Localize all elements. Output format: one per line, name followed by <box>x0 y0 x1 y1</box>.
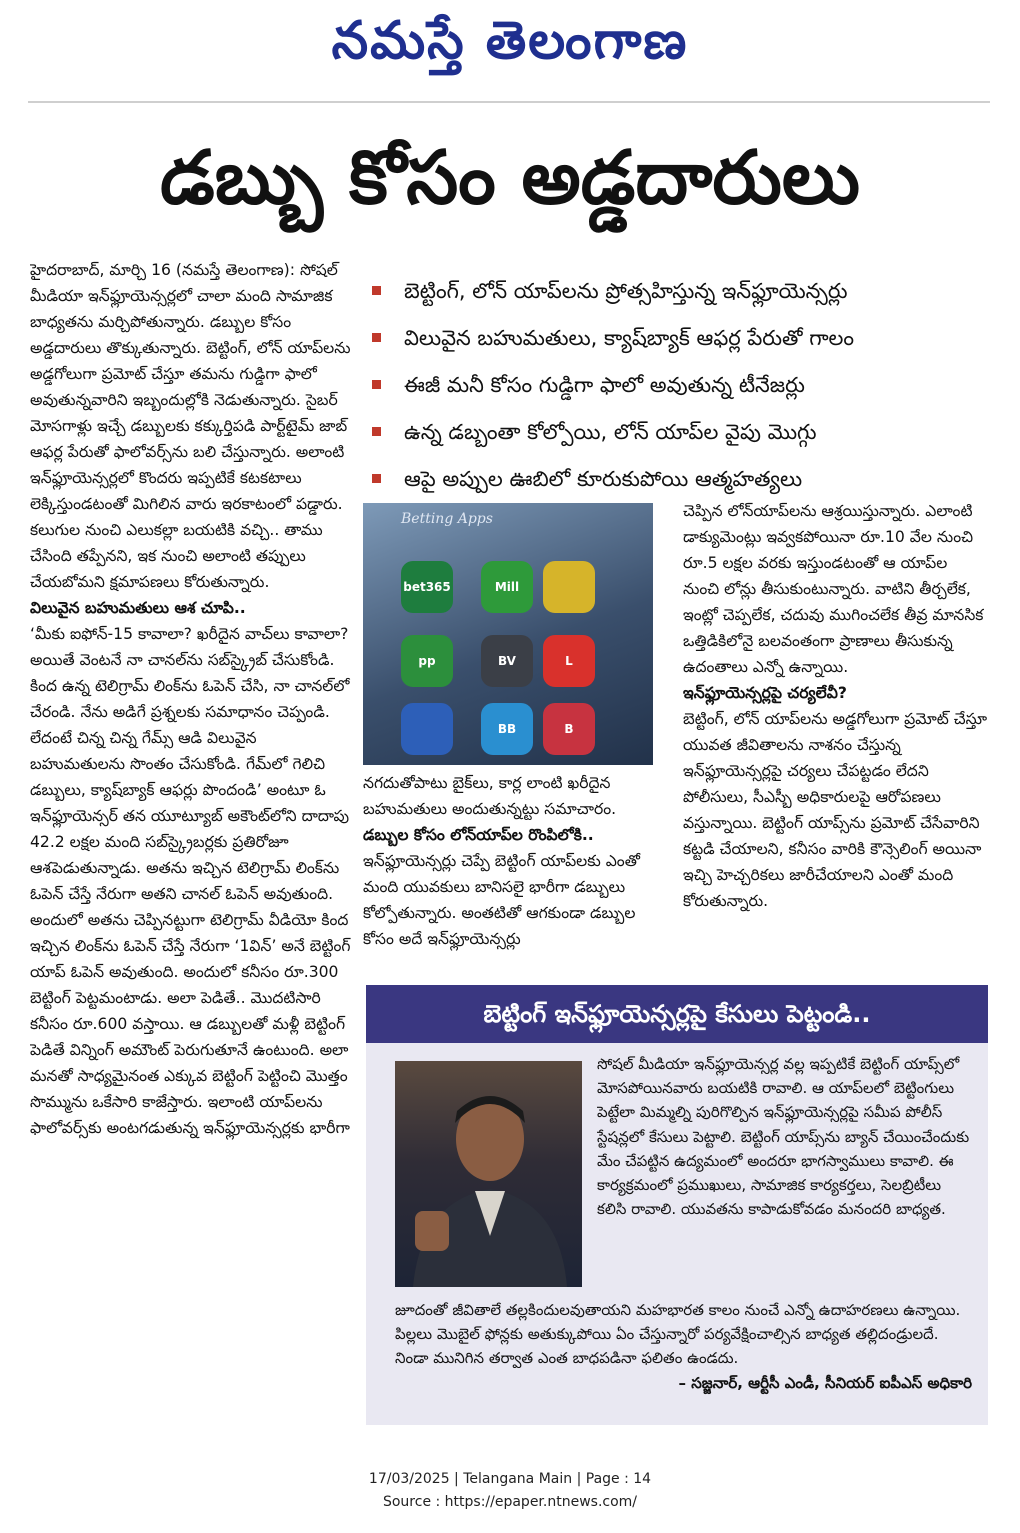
square-bullet-icon <box>372 474 381 483</box>
app-icon: BB <box>481 703 533 755</box>
subheading: విలువైన బహుమతులు ఆశ చూపి.. <box>30 599 246 617</box>
body-paragraph: హైదరాబాద్, మార్చి 16 (నమస్తే తెలంగాణ): సోషల్ మీడియా ఇన్‌ఫ్లూయెన్సర్లలో చాలా మంది సామాజిక బాధ్యతను మర్చిపోతున్నారు. డబ్బుల కోసం అడ్డదారులు తొక్కుతున్నారు. బెట్టింగ్, లోన్ యాప్‌లను అడ్డగోలుగా ప్రమోట్ చేస్తూ తమను గుడ్డిగా ఫాలో అవుతున్నవారిని ఇబ్బందుల్లోకి నెడుతున్నారు. సైబర్ మోసగాళ్లు ఇచ్చే డబ్బులకు కక్కుర్తిపడి పార్ట్‌టైమ్ జాబ్ ఆఫర్ల పేరుతో ఫాలోవర్స్‌ను బలి చేస్తున్నారు. అలాంటి ఇన్‌ఫ్లూయెన్సర్లలో కొందరు ఇప్పటికే కటకటాలు లెక్కిస్తుండటంతో మిగిలిన వారు ఇరకాటంలో పడ్డారు. కలుగుల నుంచి ఎలుకల్లా బయటికి వచ్చి.. తాము చేసింది తప్పేనని, ఇక నుంచి అలాంటి తప్పులు చేయబోమని క్షమాపణలు కోరుతున్నారు. <box>30 261 351 591</box>
quote-paragraph: జూదంతో జీవితాలే తల్లకిందులవుతాయని మహభారత కాలం నుంచే ఎన్నో ఉదాహరణలు ఉన్నాయి. పిల్లలు మొబైల్ ఫోన్లకు అతుక్కుపోయి ఏం చేస్తున్నారో పర్యవేక్షించాల్సిన బాధ్యత తల్లిదండ్రులదే. నిండా మునిగిన తర్వాత ఎంత బాధపడినా ఫలితం ఉండదు. <box>395 1301 961 1368</box>
bullet-item: ఉన్న డబ్బంతా కోల్పోయి, లోన్ యాప్‌ల వైపు మొగ్గు <box>372 409 992 456</box>
square-bullet-icon <box>372 380 381 389</box>
body-paragraph: ‘మీకు ఐఫోన్-15 కావాలా? ఖరీదైన వాచ్‌లు కావాలా? అయితే వెంటనే నా చానల్‌ను సబ్‌స్క్రైబ్ చేసుకోండి. కింద ఉన్న టెలిగ్రామ్ లింక్‌ను ఓపెన్ చేసి, నా చానల్‌లో చేరండి. నేను అడిగే ప్రశ్నలకు సమాధానం చెప్పండి. లేదంటే చిన్న చిన్న గేమ్స్ ఆడి విలువైన బహుమతులను సొంతం చేసుకోండి. గేమ్‌లో గెలిచి డబ్బులు, క్యాష్‌బ్యాక్ ఆఫర్లు పొందండి’ అంటూ ఓ ఇన్‌ఫ్లూయెన్సర్ తన యూట్యూబ్ అకౌంట్‌లోని దాదాపు 42.2 లక్షల మంది సబ్‌స్క్రైబర్లకు ప్రతిరోజూ ఆశపెడుతున్నాడు. అతను ఇచ్చిన టెలిగ్రామ్ లింక్‌ను ఓపెన్ చేస్తే నేరుగా అతని చానల్ ఓపెన్ అవుతుంది. అందులో అతను చెప్పినట్టుగా టెలిగ్రామ్ వీడియో కింద ఇచ్చిన లింక్‌ను ఓపెన్ చేస్తే నేరుగా ‘1విన్’ అనే బెట్టింగ్ యాప్ ఓపెన్ అవుతుంది. అందులో కనీసం రూ.300 బెట్టింగ్ పెట్టమంటాడు. అలా పెడితే.. మొదటిసారి కనీసం రూ.600 వస్తాయి. ఆ డబ్బులతో మళ్లీ బెట్టింగ్ పెడితే విన్నింగ్ అమౌంట్ పెరుగుతూనే ఉంటుంది. అలా మనతో సాధ్యమైనంత ఎక్కువ బెట్టింగ్ పెట్టించి మొత్తం సొమ్మును ఒకేసారి కాజేస్తారు. ఇలాంటి యాప్‌లను ఫాలోవర్స్‌కు అంటగడుతున్న ఇన్‌ఫ్లూయెన్సర్లకు భారీగా <box>30 625 351 1137</box>
square-bullet-icon <box>372 286 381 295</box>
body-paragraph: చెప్పిన లోన్‌యాప్‌లను ఆశ్రయిస్తున్నారు. ఎలాంటి డాక్యుమెంట్లు ఇవ్వకపోయినా రూ.10 వేల నుంచి రూ.5 లక్షల వరకు ఇస్తుండటంతో ఆ యాప్‌ల నుంచి లోన్లు తీసుకుంటున్నారు. వాటిని తీర్చలేక, ఇంట్లో చెప్పలేక, చదువు ముగించలేక తీవ్ర మానసిక ఒత్తిడికిలోనై బలవంతంగా ప్రాణాలు తీసుకున్న ఉదంతాలు ఎన్నో ఉన్నాయి. <box>683 502 984 676</box>
quote-paragraph: సోషల్ మీడియా ఇన్‌ఫ్లూయెన్సర్ల వల్ల ఇప్పటికే బెట్టింగ్ యాప్స్‌లో మోసపోయినవారు బయటికి రావాలి. ఆ యాప్‌లలో బెట్టింగులు పెట్టేలా మిమ్మల్ని పురిగొల్పిన ఇన్‌ఫ్లూయెన్సర్లపై సమీప పోలీస్ స్టేషన్లలో కేసులు పెట్టాలి. బెట్టింగ్ యాప్స్‌ను బ్యాన్ చేయించేందుకు మేం చేపట్టిన ఉద్యమంలో అందరూ భాగస్వాములు కావాలి. ఈ కార్యక్రమంలో ప్రముఖులు, సామాజిక కార్యకర్తలు, సెలబ్రిటీలు కలిసి రావాలి. యువతను కాపాడుకోవడం మనందరి బాధ్యత. <box>597 1055 970 1219</box>
app-icon: B <box>543 703 595 755</box>
masthead-divider <box>28 101 990 103</box>
bullet-item: బెట్టింగ్, లోన్ యాప్‌లను ప్రోత్సహిస్తున్న ఇన్‌ఫ్లూయెన్సర్లు <box>372 268 992 315</box>
bullet-item: ఈజీ మనీ కోసం గుడ్డిగా ఫాలో అవుతున్న టీనేజర్లు <box>372 362 992 409</box>
person-silhouette-icon <box>395 1061 582 1287</box>
article-column-3 <box>683 498 988 976</box>
article-column-2 <box>363 770 663 975</box>
footer-source-line: Source : https://epaper.ntnews.com/ <box>382 1494 638 1510</box>
betting-apps-photo <box>363 503 653 765</box>
square-bullet-icon <box>372 427 381 436</box>
app-icon: Mill <box>481 561 533 613</box>
app-icon <box>543 561 595 613</box>
subheading: ఇన్‌ఫ్లూయెన్సర్లపై చర్యలేవీ? <box>683 684 847 702</box>
quote-text-right <box>597 1052 972 1297</box>
photo-caption-text: Betting Apps <box>401 511 493 527</box>
highlight-bullets <box>372 268 992 503</box>
bullet-item: ఆపై అప్పుల ఊబిలో కూరుకుపోయి ఆత్మహత్యలు <box>372 456 992 503</box>
masthead-logo: నమస్తే తెలంగాణ <box>331 10 689 71</box>
bullet-item: విలువైన బహుమతులు, క్యాష్‌బ్యాక్ ఆఫర్ల పేరుతో గాలం <box>372 315 992 362</box>
body-paragraph: నగదుతోపాటు బైక్‌లు, కార్ల లాంటి ఖరీదైన బహుమతులు అందుతున్నట్టు సమాచారం. <box>363 774 617 818</box>
headline: డబ్బు కోసం అడ్డదారులు <box>160 135 860 221</box>
subheading: డబ్బుల కోసం లోన్‌యాప్‌ల రొంపిలోకి.. <box>363 826 594 844</box>
quote-attribution: – సజ్జనార్, ఆర్టీసీ ఎండీ, సీనియర్ ఐపీఎస్ అధికారి <box>678 1373 972 1392</box>
quote-box-banner: బెట్టింగ్ ఇన్‌ఫ్లూయెన్సర్లపై కేసులు పెట్టండి.. <box>366 985 988 1043</box>
page-footer <box>0 1468 1020 1514</box>
official-portrait-photo <box>395 1061 582 1287</box>
app-icon: L <box>543 635 595 687</box>
app-icon: BV <box>481 635 533 687</box>
footer-edition-line: 17/03/2025 | Telangana Main | Page : 14 <box>368 1471 652 1487</box>
body-paragraph: బెట్టింగ్, లోన్ యాప్‌లను అడ్డగోలుగా ప్రమోట్ చేస్తూ యువత జీవితాలను నాశనం చేస్తున్న ఇన్‌ఫ్లూయెన్సర్లపై చర్యలు చేపట్టడం లేదని పోలీసులు, సీఎస్బీ అధికారులపై ఆరోపణలు వస్తున్నాయి. బెట్టింగ్ యాప్స్‌ను ప్రమోట్ చేసేవారిని కట్టడి చేయాలని, కనీసం వారికి కౌన్సెలింగ్ అయినా ఇచ్చి హెచ్చరికలు జారీచేయాలని ఎంతో మంది కోరుతున్నారు. <box>683 710 987 910</box>
app-icon: bet365 <box>401 561 453 613</box>
quote-text-full <box>395 1298 972 1416</box>
square-bullet-icon <box>372 333 381 342</box>
body-paragraph: ఇన్‌ఫ్లూయెన్సర్లు చెప్పే బెట్టింగ్ యాప్‌లకు ఎంతో మంది యువకులు బానిసలై భారీగా డబ్బులు కోల్పోతున్నారు. అంతటితో ఆగకుండా డబ్బుల కోసం అదే ఇన్‌ఫ్లూయెన్సర్లు <box>363 852 640 948</box>
app-icon <box>401 703 453 755</box>
app-icon: pp <box>401 635 453 687</box>
article-column-1 <box>30 257 352 1452</box>
